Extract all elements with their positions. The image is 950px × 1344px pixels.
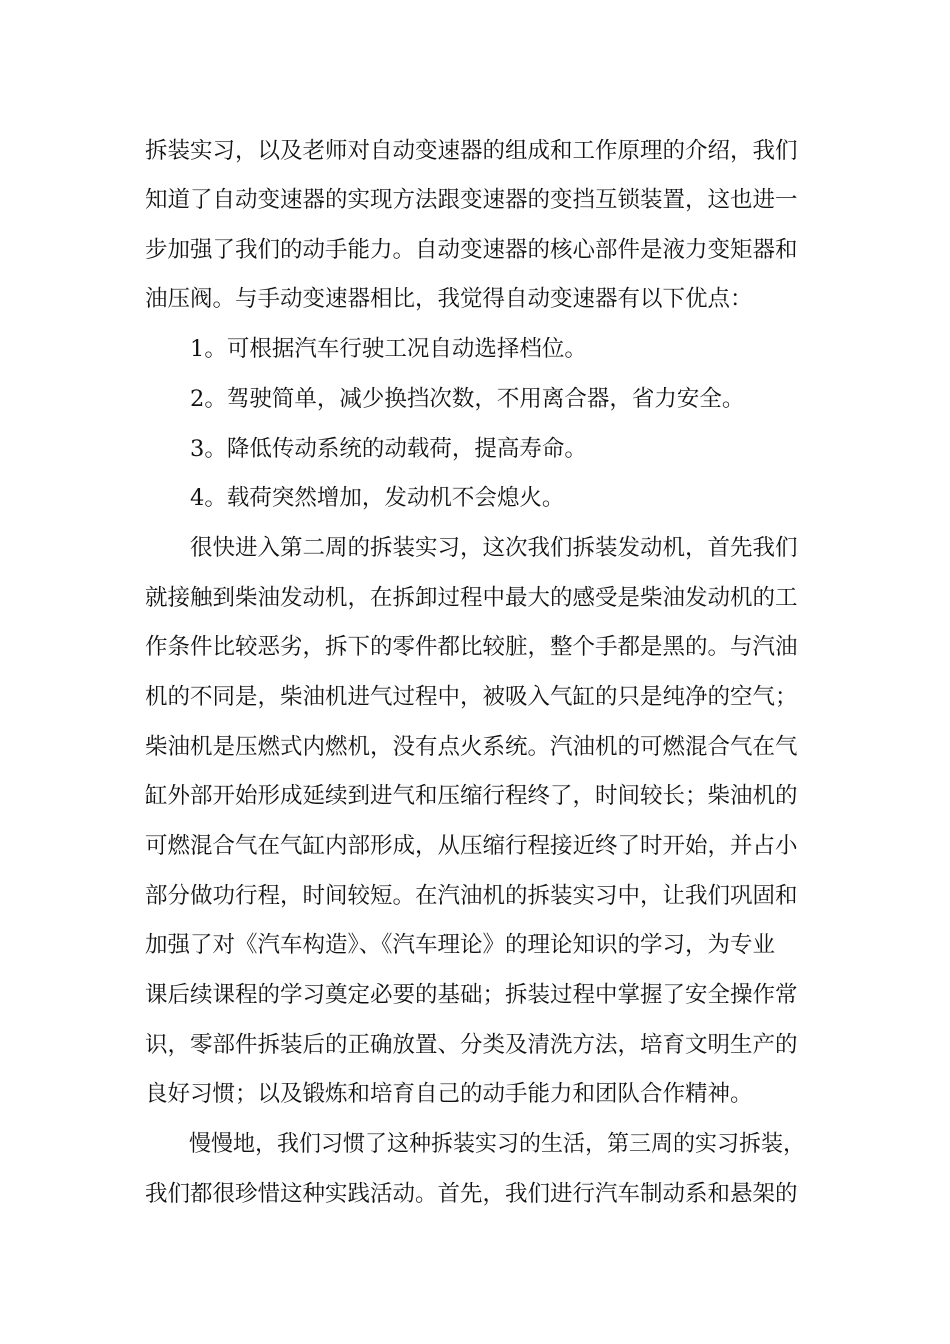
- text-line-1: 拆装实习，以及老师对自动变速器的组成和工作原理的介绍，我们: [145, 138, 798, 164]
- text-line-22: 我们都很珍惜这种实践活动。首先，我们进行汽车制动系和悬架的: [145, 1181, 798, 1207]
- text-line-10: 就接触到柴油发动机，在拆卸过程中最大的感受是柴油发动机的工: [145, 585, 798, 611]
- text-line-15: 可燃混合气在气缸内部形成，从压缩行程接近终了时开始，并占小: [145, 833, 798, 859]
- text-line-19: 识，零部件拆装后的正确放置、分类及清洗方法，培育文明生产的: [145, 1032, 798, 1058]
- text-line-17: 加强了对《汽车构造》、《汽车理论》的理论知识的学习，为专业: [145, 932, 776, 958]
- text-line-4: 油压阀。与手动变速器相比，我觉得自动变速器有以下优点：: [145, 286, 753, 312]
- text-line-20: 良好习惯；以及锻炼和培育自己的动手能力和团队合作精神。: [145, 1081, 753, 1107]
- text-line-11: 作条件比较恶劣，拆下的零件都比较脏，整个手都是黑的。与汽油: [145, 634, 798, 660]
- text-line-3: 步加强了我们的动手能力。自动变速器的核心部件是液力变矩器和: [145, 237, 798, 263]
- text-line-12: 机的不同是，柴油机进气过程中，被吸入气缸的只是纯净的空气；: [145, 684, 798, 710]
- list-item-1: 1。可根据汽车行驶工况自动选择档位。: [145, 336, 587, 362]
- list-item-4: 4。载荷突然增加，发动机不会熄火。: [145, 485, 565, 511]
- text-line-14: 缸外部开始形成延续到进气和压缩行程终了，时间较长；柴油机的: [145, 783, 798, 809]
- list-item-3: 3。降低传动系统的动载荷，提高寿命。: [145, 436, 587, 462]
- text-line-2: 知道了自动变速器的实现方法跟变速器的变挡互锁装置，这也进一: [145, 187, 798, 213]
- text-line-9: 很快进入第二周的拆装实习，这次我们拆装发动机，首先我们: [145, 535, 798, 561]
- text-line-21: 慢慢地，我们习惯了这种拆装实习的生活，第三周的实习拆装，: [145, 1131, 806, 1157]
- text-line-16: 部分做功行程，时间较短。在汽油机的拆装实习中，让我们巩固和: [145, 883, 798, 909]
- list-item-2: 2。驾驶简单，减少换挡次数，不用离合器，省力安全。: [145, 386, 745, 412]
- text-line-18: 课后续课程的学习奠定必要的基础；拆装过程中掌握了安全操作常: [145, 982, 798, 1008]
- text-line-13: 柴油机是压燃式内燃机，没有点火系统。汽油机的可燃混合气在气: [145, 734, 798, 760]
